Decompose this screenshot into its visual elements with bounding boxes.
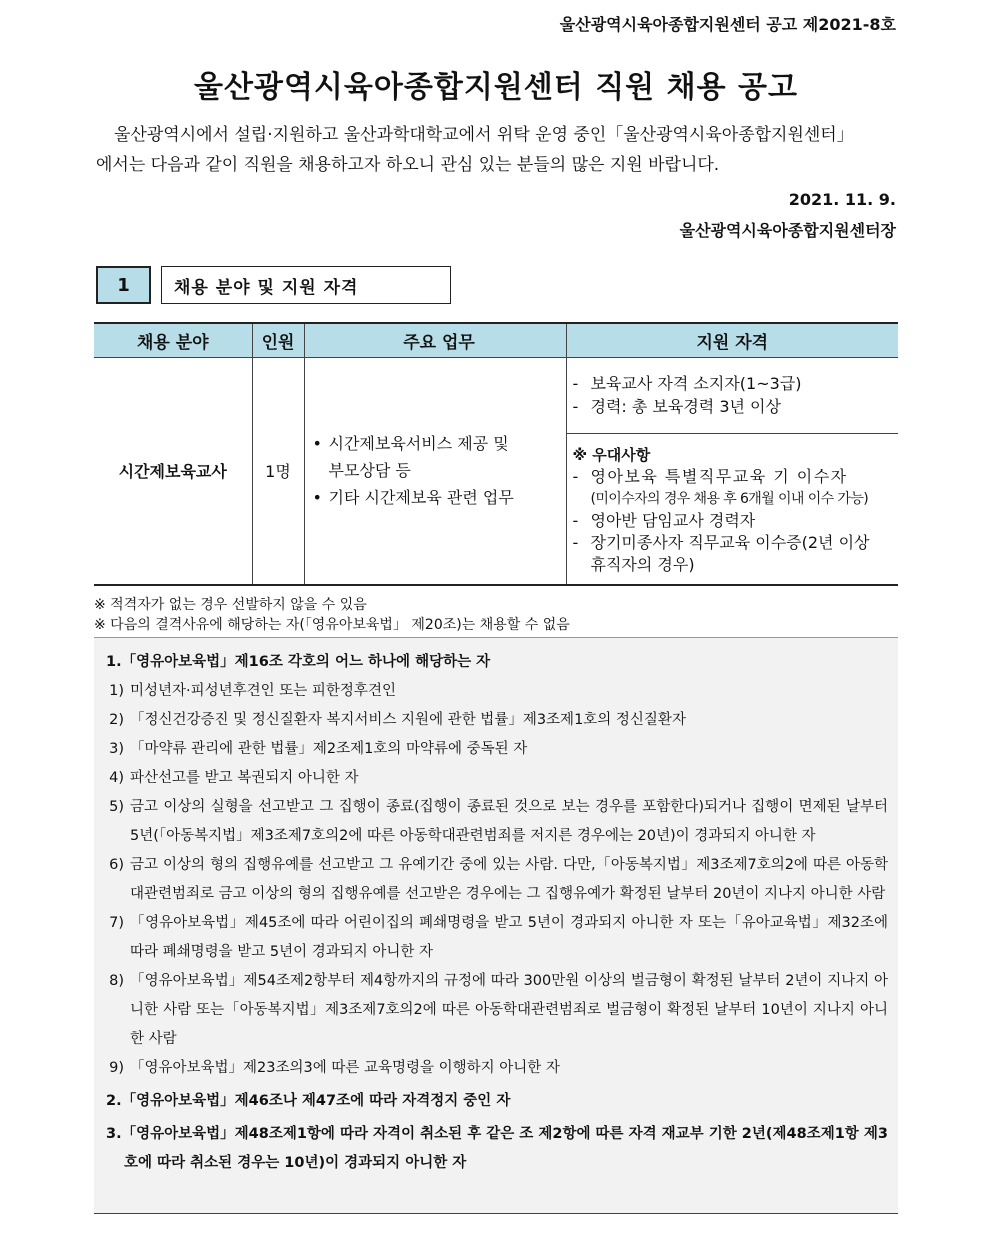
- qualifications-cell: [566, 357, 898, 585]
- preference-note: (미이수자의 경우 채용 후 6개월 이내 이수 가능): [590, 490, 869, 507]
- notes: [94, 595, 570, 635]
- duty-item: [313, 457, 566, 484]
- duty-text: 시간제보육서비스 제공 및: [328, 434, 509, 453]
- category-heading: 2.「영유아보육법」제46조나 제47조에 따라 자격정지 중인 자: [106, 1093, 511, 1109]
- item-number: 2): [109, 712, 124, 728]
- duty-text: 부모상담 등: [328, 461, 411, 480]
- category-text: 3.「영유아보육법」제48조제1항에 따라 자격이 취소된 후 같은 조 제2항에 따른 자격 재교부 기한 2년(제48조제1항 제3호에 따라 취소된 경우는 10년)이 경과되지 아니한 자: [106, 1126, 888, 1171]
- preference-item: - 영아반 담임교사 경력자: [572, 510, 756, 530]
- category-heading: [104, 1120, 888, 1178]
- item-text: 금고 이상의 실형을 선고받고 그 집행이 종료(집행이 종료된 것으로 보는 경우를 포함한다)되거나 집행이 면제된 날부터 5년(「아동복지법」제3조제7호의2에 따른 아동학대관련범죄를 저지른 경우에는 20년)이 경과되지 아니한 자: [130, 799, 888, 844]
- item-text: 금고 이상의 형의 집행유예를 선고받고 그 유예기간 중에 있는 사람. 다만,「아동복지법」제3조제7호의2에 따른 아동학대관련범죄로 금고 이상의 형의 집행유예를 선고받은 경우에는 그 집행유예가 확정된 날부터 20년이 지나지 아니한 사람: [130, 857, 888, 902]
- preferences: [567, 434, 899, 584]
- item-text: 「영유아보육법」제23조의3에 따른 교육명령을 이행하지 아니한 자: [130, 1060, 560, 1076]
- note-line: ※ 적격자가 없는 경우 선발하지 않을 수 있음: [94, 597, 367, 613]
- disqualification-list: [104, 677, 888, 1083]
- header-field: 채용 분야: [94, 323, 252, 357]
- bullet-icon: •: [312, 434, 322, 453]
- list-item: [104, 967, 888, 1054]
- item-text: 「영유아보육법」제54조제2항부터 제4항까지의 규정에 따라 300만원 이상의 벌금형이 확정된 날부터 2년이 지나지 아니한 사람 또는「아동복지법」제3조제7호의2에 따른 아동학대관련범죄로 벌금형이 확정된 날부터 10년이 지나지 아니한 사람: [130, 973, 888, 1047]
- item-number: 9): [109, 1060, 124, 1076]
- item-text: 「영유아보육법」제45조에 따라 어린이집의 폐쇄명령을 받고 5년이 경과되지 아니한 자 또는「유아교육법」제32조에 따라 폐쇄명령을 받고 5년이 경과되지 아니한 자: [130, 915, 888, 960]
- qualification-item: - 경력: 총 보육경력 3년 이상: [572, 396, 781, 416]
- page-title: 울산광역시육아종합지원센터 직원 채용 공고: [194, 70, 798, 105]
- duty-item: [313, 484, 566, 511]
- duties-cell: [304, 357, 566, 585]
- item-text: 「정신건강증진 및 정신질환자 복지서비스 지원에 관한 법률」제3조제1호의 정신질환자: [130, 712, 686, 728]
- intro-line-1: 울산광역시에서 설립·지원하고 울산과학대학교에서 위탁 운영 중인「울산광역시육아종합지원센터」: [114, 125, 854, 145]
- section-number: 1: [96, 266, 151, 304]
- required-qualifications: [567, 358, 899, 434]
- item-number: 8): [109, 973, 124, 989]
- section-title: 채용 분야 및 지원 자격: [161, 266, 451, 304]
- table-header-row: [94, 323, 898, 357]
- preference-title: ※ 우대사항: [572, 445, 651, 464]
- table-row: [94, 357, 898, 585]
- item-number: 5): [109, 799, 124, 815]
- duty-text: 기타 시간제보육 관련 업무: [328, 488, 514, 507]
- item-number: 6): [109, 857, 124, 873]
- intro-line-2: 에서는 다음과 같이 직원을 채용하고자 하오니 관심 있는 분들의 많은 지원 바랍니다.: [96, 155, 720, 175]
- list-item: [104, 735, 888, 764]
- note-line: ※ 다음의 결격사유에 해당하는 자(「영유아보육법」 제20조)는 채용할 수 없음: [94, 617, 570, 633]
- header-count: 인원: [252, 323, 304, 357]
- list-item: [104, 764, 888, 793]
- list-item: [104, 706, 888, 735]
- duty-item: [313, 430, 566, 457]
- disqualification-box: [94, 637, 898, 1214]
- notice-date: 2021. 11. 9.: [788, 190, 896, 209]
- item-number: 1): [109, 683, 124, 699]
- list-item: [104, 1054, 888, 1083]
- header-duties: 주요 업무: [304, 323, 566, 357]
- item-text: 「마약류 관리에 관한 법률」제2조제1호의 마약류에 중독된 자: [130, 741, 528, 757]
- intro-paragraph: [96, 120, 896, 180]
- bullet-spacer: [313, 457, 329, 484]
- count-cell: 1명: [252, 357, 304, 585]
- list-item: [104, 851, 888, 909]
- list-item: [104, 677, 888, 706]
- qualification-item: - 보육교사 자격 소지자(1~3급): [572, 373, 802, 393]
- list-item: [104, 909, 888, 967]
- item-number: 4): [109, 770, 124, 786]
- preference-item: - 영아보육 특별직무교육 기 이수자: [572, 466, 848, 486]
- signer: 울산광역시육아종합지원센터장: [679, 221, 896, 240]
- item-text: 파산선고를 받고 복권되지 아니한 자: [130, 770, 359, 786]
- notice-number: 울산광역시육아종합지원센터 공고 제2021-8호: [559, 15, 896, 34]
- preference-item: - 장기미종사자 직무교육 이수증(2년 이상: [572, 532, 870, 552]
- field-cell: 시간제보육교사: [94, 357, 252, 585]
- recruitment-table: [94, 322, 898, 586]
- category-heading: 1.「영유아보육법」제16조 각호의 어느 하나에 해당하는 자: [106, 654, 491, 670]
- item-number: 3): [109, 741, 124, 757]
- item-text: 미성년자·피성년후견인 또는 피한정후견인: [130, 683, 396, 699]
- item-number: 7): [109, 915, 124, 931]
- header-qualifications: 지원 자격: [566, 323, 898, 357]
- list-item: [104, 793, 888, 851]
- preference-note: 휴직자의 경우): [590, 554, 695, 574]
- bullet-icon: •: [312, 488, 322, 507]
